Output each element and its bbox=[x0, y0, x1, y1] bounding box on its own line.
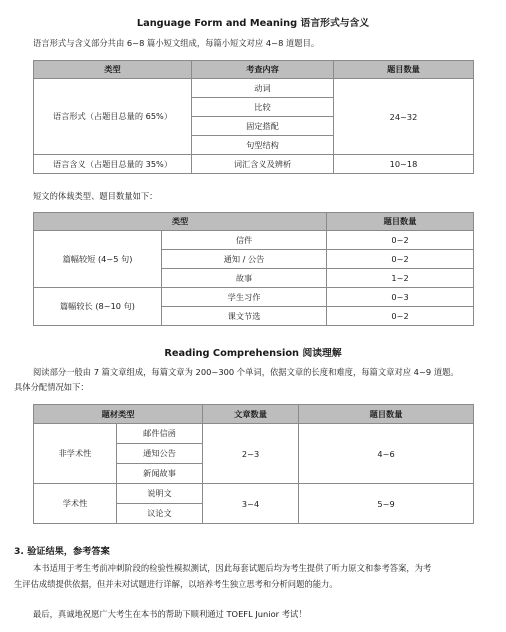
short-passage-cell: 篇幅较短 (4~5 句) bbox=[34, 231, 162, 288]
nonacademic-cell: 非学术性 bbox=[34, 424, 117, 484]
table-cell: 词汇含义及辨析 bbox=[192, 155, 334, 174]
genre-table bbox=[33, 212, 474, 326]
table-cell: 0~2 bbox=[327, 231, 474, 250]
table-header: 题目数量 bbox=[299, 405, 474, 424]
academic-articles-cell: 3~4 bbox=[203, 484, 299, 524]
reading-intro-line2: 具体分配情况如下： bbox=[14, 382, 89, 392]
table-cell: 通知公告 bbox=[117, 444, 203, 464]
reading-intro-line1: 阅读部分一般由 7 篇文章组成，每篇文章为 200~300 个单词，依据文章的长度和难度，每篇文章对应 4~9 道题。 bbox=[33, 367, 459, 377]
nonacademic-count-cell: 4~6 bbox=[299, 424, 474, 484]
table-cell: 通知 / 公告 bbox=[162, 250, 327, 269]
table-header: 考查内容 bbox=[192, 61, 334, 79]
table-header: 文章数量 bbox=[203, 405, 299, 424]
section-title-language-form: Language Form and Meaning 语言形式与含义 bbox=[136, 18, 370, 29]
table-cell: 0~2 bbox=[327, 250, 474, 269]
table-cell: 1~2 bbox=[327, 269, 474, 288]
reading-table bbox=[33, 404, 474, 524]
table-cell: 邮件信函 bbox=[117, 424, 203, 444]
form-count-cell: 24~32 bbox=[334, 79, 474, 155]
table-cell: 固定搭配 bbox=[192, 117, 334, 136]
table-cell: 说明文 bbox=[117, 484, 203, 504]
genre-note: 短文的体裁类型、题目数量如下： bbox=[33, 191, 158, 201]
table-cell: 比较 bbox=[192, 98, 334, 117]
section3-line1: 本书适用于考生考前冲刺阶段的检验性模拟测试，因此每套试题后均为考生提供了听力原文和参考答案，为考 bbox=[33, 563, 432, 573]
language-form-table bbox=[33, 60, 474, 174]
table-cell: 新闻故事 bbox=[117, 464, 203, 484]
table-cell: 学生习作 bbox=[162, 288, 327, 307]
academic-cell: 学术性 bbox=[34, 484, 117, 524]
table-header: 题目数量 bbox=[327, 213, 474, 231]
table-cell: 句型结构 bbox=[192, 136, 334, 155]
section3-title: 3. 验证结果，参考答案 bbox=[14, 546, 110, 557]
closing-line: 最后，真诚地祝愿广大考生在本书的帮助下顺利通过 TOEFL Junior 考试！ bbox=[33, 609, 307, 619]
table-cell: 0~2 bbox=[327, 307, 474, 326]
table-cell: 0~3 bbox=[327, 288, 474, 307]
section1-intro: 语言形式与含义部分共由 6~8 篇小短文组成，每篇小短文对应 4~8 道题目。 bbox=[33, 38, 320, 48]
table-header: 题材类型 bbox=[34, 405, 203, 424]
table-cell: 议论文 bbox=[117, 504, 203, 524]
form-type-cell: 语言形式（占题目总量的 65%） bbox=[34, 79, 192, 155]
academic-count-cell: 5~9 bbox=[299, 484, 474, 524]
meaning-count-cell: 10~18 bbox=[334, 155, 474, 174]
table-cell: 动词 bbox=[192, 79, 334, 98]
section-title-reading: Reading Comprehension 阅读理解 bbox=[164, 348, 342, 359]
table-cell: 信件 bbox=[162, 231, 327, 250]
table-header: 类型 bbox=[34, 61, 192, 79]
long-passage-cell: 篇幅较长 (8~10 句) bbox=[34, 288, 162, 326]
meaning-type-cell: 语言含义（占题目总量的 35%） bbox=[34, 155, 192, 174]
table-cell: 故事 bbox=[162, 269, 327, 288]
table-cell: 课文节选 bbox=[162, 307, 327, 326]
nonacademic-articles-cell: 2~3 bbox=[203, 424, 299, 484]
table-header: 题目数量 bbox=[334, 61, 474, 79]
table-header: 类型 bbox=[34, 213, 327, 231]
section3-line2: 生评估成绩提供依据，但并未对试题进行详解，以培养考生独立思考和分析问题的能力。 bbox=[14, 579, 338, 589]
